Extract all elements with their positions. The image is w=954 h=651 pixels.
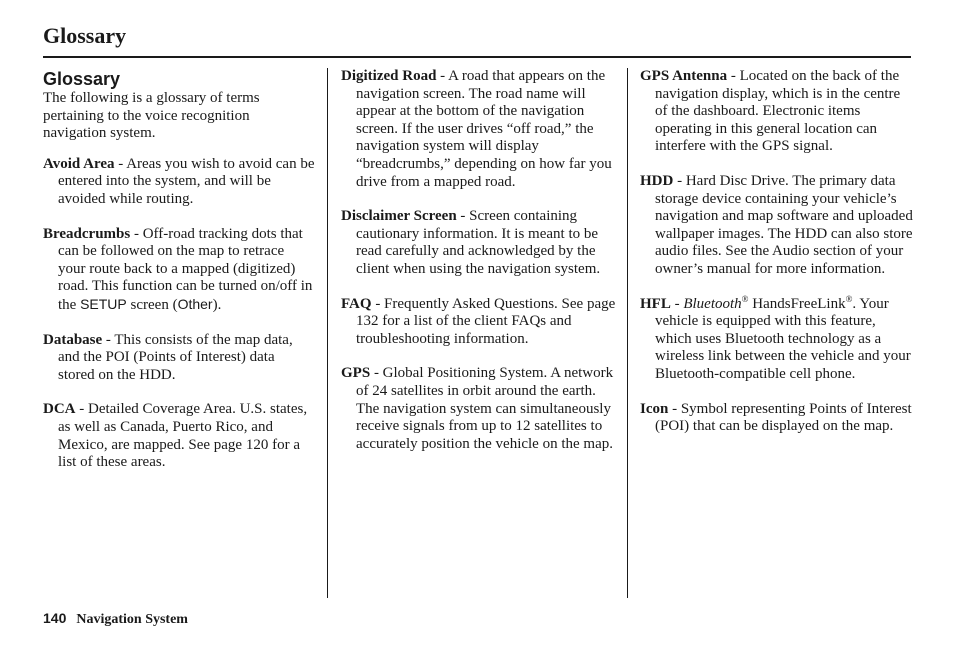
entry-definition: - Located on the back of the navigation display, which is in the centre of the dashboard. Electronic items operating in this general location can interfere with the GPS signal. (655, 68, 901, 155)
glossary-entry-hfl (640, 293, 916, 384)
glossary-entry-faq (341, 296, 619, 349)
entry-definition: . Your vehicle is equipped with this feature, which uses Bluetooth technology as a wireless link between the vehicle and your Bluetooth-compatible cell phone. (655, 295, 911, 382)
handsfreelink-label: HandsFreeLink (748, 295, 846, 312)
column-1 (43, 68, 315, 489)
glossary-entry-database (43, 332, 315, 385)
entry-definition: - Off-road tracking dots that can be followed on the map to retrace your route back to a mapped (digitized) road. This function can be turned on/off in the (58, 225, 313, 313)
glossary-entry-gps (341, 365, 619, 453)
entry-term: Disclaimer Screen (341, 208, 457, 225)
registered-mark: ® (741, 293, 749, 304)
other-label: Other (177, 295, 213, 312)
entry-definition: - Global Positioning System. A network of 24 satellites in orbit around the earth. The navigation system can simultaneously receive signals from up to 12 satellites to accurately position the vehicle on the map. (356, 365, 614, 452)
entry-term: DCA (43, 401, 76, 418)
entry-definition: - Frequently Asked Questions. See page 132 for a list of the client FAQs and troubleshooting information. (356, 295, 616, 347)
column-divider-1 (327, 68, 328, 598)
glossary-entry-hdd (640, 173, 916, 279)
page-number: 140 (43, 610, 67, 626)
glossary-entry-breadcrumbs (43, 226, 315, 315)
header-rule (43, 56, 911, 58)
entry-term: GPS Antenna (640, 68, 728, 84)
entry-term: Icon (640, 400, 669, 417)
entry-definition-cont: screen ( (126, 296, 178, 313)
entry-term: Digitized Road (341, 68, 437, 84)
page-footer (43, 610, 188, 628)
glossary-entry-icon (640, 401, 916, 436)
entry-definition: - A road that appears on the navigation screen. The road name will appear at the bottom of the navigation screen. If the user drives “off road,” the navigation system will display “breadcrumbs,” depending on how far you drive from a mapped road. (356, 68, 612, 190)
bluetooth-label: Bluetooth (683, 295, 742, 312)
page-header-title: Glossary (43, 23, 127, 48)
entry-definition: - Areas you wish to avoid can be entered into the system, and will be avoided while routing. (58, 155, 315, 207)
entry-term: HDD (640, 172, 674, 189)
glossary-entry-avoid-area (43, 156, 315, 209)
entry-dash: - (670, 295, 684, 312)
registered-mark: ® (845, 293, 853, 304)
entry-definition: - Screen containing cautionary information. It is meant to be read carefully and acknowledged by the client when using the navigation system. (356, 208, 601, 277)
entry-definition: - This consists of the map data, and the POI (Points of Interest) data stored on the HDD. (58, 331, 293, 383)
entry-definition: - Symbol representing Points of Interest (POI) that can be displayed on the map. (655, 400, 912, 435)
entry-definition: - Hard Disc Drive. The primary data storage device containing your vehicle’s navigation and map software and uploaded wallpaper images. The HDD can also store audio files. See the Audio section of your owner’s manual for more information. (655, 172, 913, 277)
entry-term: GPS (341, 365, 371, 382)
glossary-entry-disclaimer-screen (341, 208, 619, 278)
entry-term: HFL (640, 295, 671, 312)
entry-term: Breadcrumbs (43, 225, 131, 242)
entry-definition-end: ). (212, 296, 222, 313)
glossary-entry-digitized-road (341, 68, 619, 191)
column-3 (640, 68, 916, 453)
footer-title: Navigation System (76, 612, 188, 627)
glossary-entry-dca (43, 401, 315, 471)
column-divider-2 (627, 68, 628, 598)
glossary-entry-gps-antenna (640, 68, 916, 156)
column-2 (341, 68, 619, 470)
intro-text: The following is a glossary of terms pertaining to the voice recognition navigation system. (43, 90, 260, 142)
entry-term: FAQ (341, 295, 372, 312)
section-heading: Glossary (43, 69, 121, 89)
entry-term: Database (43, 331, 103, 348)
entry-term: Avoid Area (43, 155, 115, 172)
setup-label: SETUP (80, 295, 127, 312)
entry-definition: - Detailed Coverage Area. U.S. states, as well as Canada, Puerto Rico, and Mexico, are mapped. See page 120 for a list of these areas. (58, 401, 308, 471)
